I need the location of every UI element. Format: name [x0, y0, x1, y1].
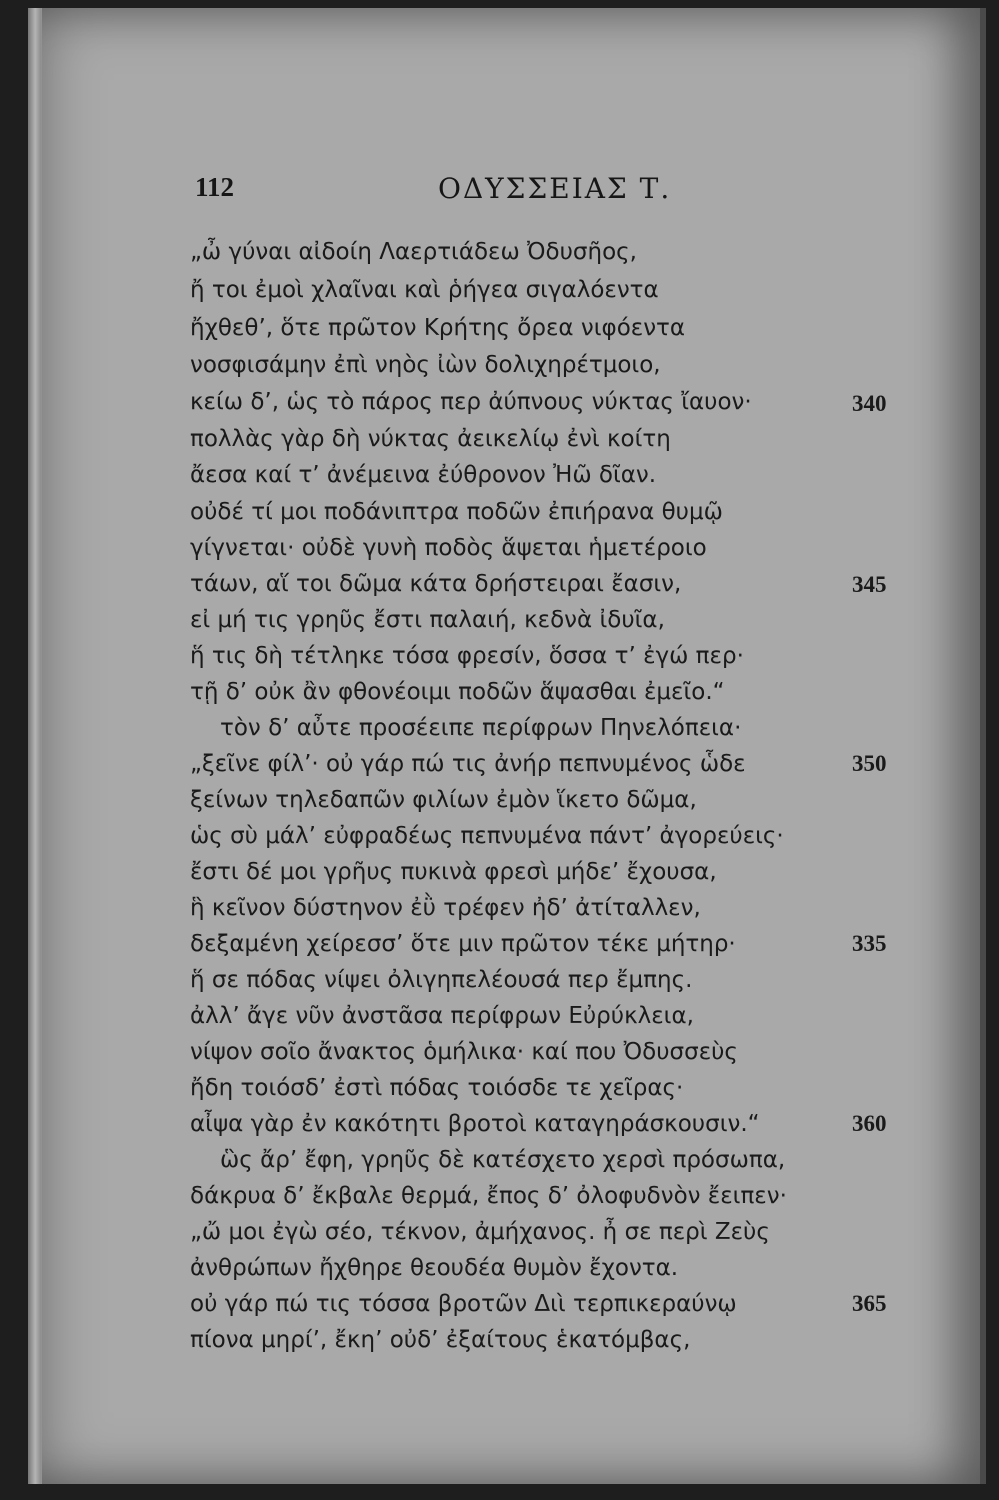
verse-line: αἶψα γὰρ ἐν κακότητι βροτοὶ καταγηράσκουσιν.“ — [190, 1111, 760, 1137]
verse-line: ἔστι δέ μοι γρῆυς πυκινὰ φρεσὶ μήδε’ ἔχουσα, — [190, 859, 717, 885]
verse-line: „ὦ γύναι αἰδοίη Λαερτιάδεω Ὀδυσῆος, — [190, 239, 637, 265]
verse-line: ἀνθρώπων ἤχθηρε θεουδέα θυμὸν ἔχοντα. — [190, 1255, 679, 1281]
verse-line: νοσφισάμην ἐπὶ νηὸς ἰὼν δολιχηρέτμοιο, — [190, 352, 661, 378]
page-number: 112 — [195, 172, 235, 202]
line-number: 335 — [852, 931, 887, 956]
line-number: 350 — [852, 751, 887, 776]
line-number: 340 — [852, 391, 887, 416]
verse-line: γίγνεται· οὐδὲ γυνὴ ποδὸς ἅψεται ἡμετέροιο — [190, 535, 707, 561]
verse-line: ἥ τις δὴ τέτληκε τόσα φρεσίν, ὅσσα τ’ ἐγώ περ· — [190, 643, 744, 669]
verse-line: ὡς σὺ μάλ’ εὐφραδέως πεπνυμένα πάντ’ ἀγορεύεις· — [190, 823, 784, 849]
verse-line: εἰ μή τις γρηῦς ἔστι παλαιή, κεδνὰ ἰδυῖα, — [190, 607, 665, 633]
verse-line: νίψον σοῖο ἄνακτος ὁμήλικα· καί που Ὀδυσσεὺς — [190, 1039, 738, 1065]
line-number: 345 — [852, 572, 887, 597]
verse-line: ἄεσα καί τ’ ἀνέμεινα ἐύθρονον Ἠῶ δῖαν. — [190, 462, 657, 488]
verse-line: ἤ τοι ἐμοὶ χλαῖναι καὶ ῥήγεα σιγαλόεντα — [190, 277, 659, 303]
verse-line: ὣς ἄρ’ ἔφη, γρηῦς δὲ κατέσχετο χερσὶ πρόσωπα, — [220, 1147, 786, 1173]
verse-line: ἥ σε πόδας νίψει ὀλιγηπελέουσά περ ἔμπης. — [190, 967, 693, 993]
verse-line: πολλὰς γὰρ δὴ νύκτας ἀεικελίῳ ἐνὶ κοίτη — [190, 426, 671, 452]
verse-line: τὸν δ’ αὖτε προσέειπε περίφρων Πηνελόπεια· — [220, 715, 742, 741]
line-number: 360 — [852, 1111, 887, 1136]
verse-line: „ξεῖνε φίλ’· οὐ γάρ πώ τις ἀνήρ πεπνυμένος ὧδε — [190, 751, 746, 777]
verse-line: τῇ δ’ οὐκ ἂν φθονέοιμι ποδῶν ἅψασθαι ἐμεῖο.“ — [190, 679, 725, 705]
verse-line: οὐ γάρ πώ τις τόσσα βροτῶν Διὶ τερπικεραύνῳ — [190, 1291, 737, 1317]
verse-line: ξείνων τηλεδαπῶν φιλίων ἐμὸν ἵκετο δῶμα, — [190, 787, 697, 813]
verse-line: δάκρυα δ’ ἔκβαλε θερμά, ἔπος δ’ ὀλοφυδνὸν ἔειπεν· — [190, 1183, 787, 1209]
verse-line: κείω δ’, ὡς τὸ πάρος περ ἀύπνους νύκτας ἴαυον· — [190, 389, 752, 415]
verse-line: ἣ κεῖνον δύστηνον ἐῢ τρέφεν ἠδ’ ἀτίταλλεν, — [190, 895, 701, 921]
line-number: 365 — [852, 1291, 887, 1316]
verse-line: πίονα μηρί’, ἔκη’ οὐδ’ ἐξαίτους ἑκατόμβας, — [190, 1327, 691, 1353]
verse-line: ἀλλ’ ἄγε νῦν ἀνστᾶσα περίφρων Εὐρύκλεια, — [190, 1003, 694, 1029]
verse-line: „ὤ μοι ἐγὼ σέο, τέκνον, ἀμήχανος. ἦ σε περὶ Ζεὺς — [190, 1219, 770, 1245]
verse-line: τάων, αἵ τοι δῶμα κάτα δρήστειραι ἔασιν, — [190, 571, 682, 597]
verse-line: ἤδη τοιόσδ’ ἐστὶ πόδας τοιόσδε τε χεῖρας· — [190, 1075, 684, 1101]
verse-line: δεξαμένη χείρεσσ’ ὅτε μιν πρῶτον τέκε μήτηρ· — [190, 931, 736, 957]
verse-line: οὐδέ τί μοι ποδάνιπτρα ποδῶν ἐπιήρανα θυμῷ — [190, 499, 723, 525]
running-title: ΟΔΥΣΣΕΙΑΣ Τ. — [438, 172, 672, 205]
verse-line: ἤχθεθ’, ὅτε πρῶτον Κρήτης ὄρεα νιφόεντα — [190, 315, 686, 341]
